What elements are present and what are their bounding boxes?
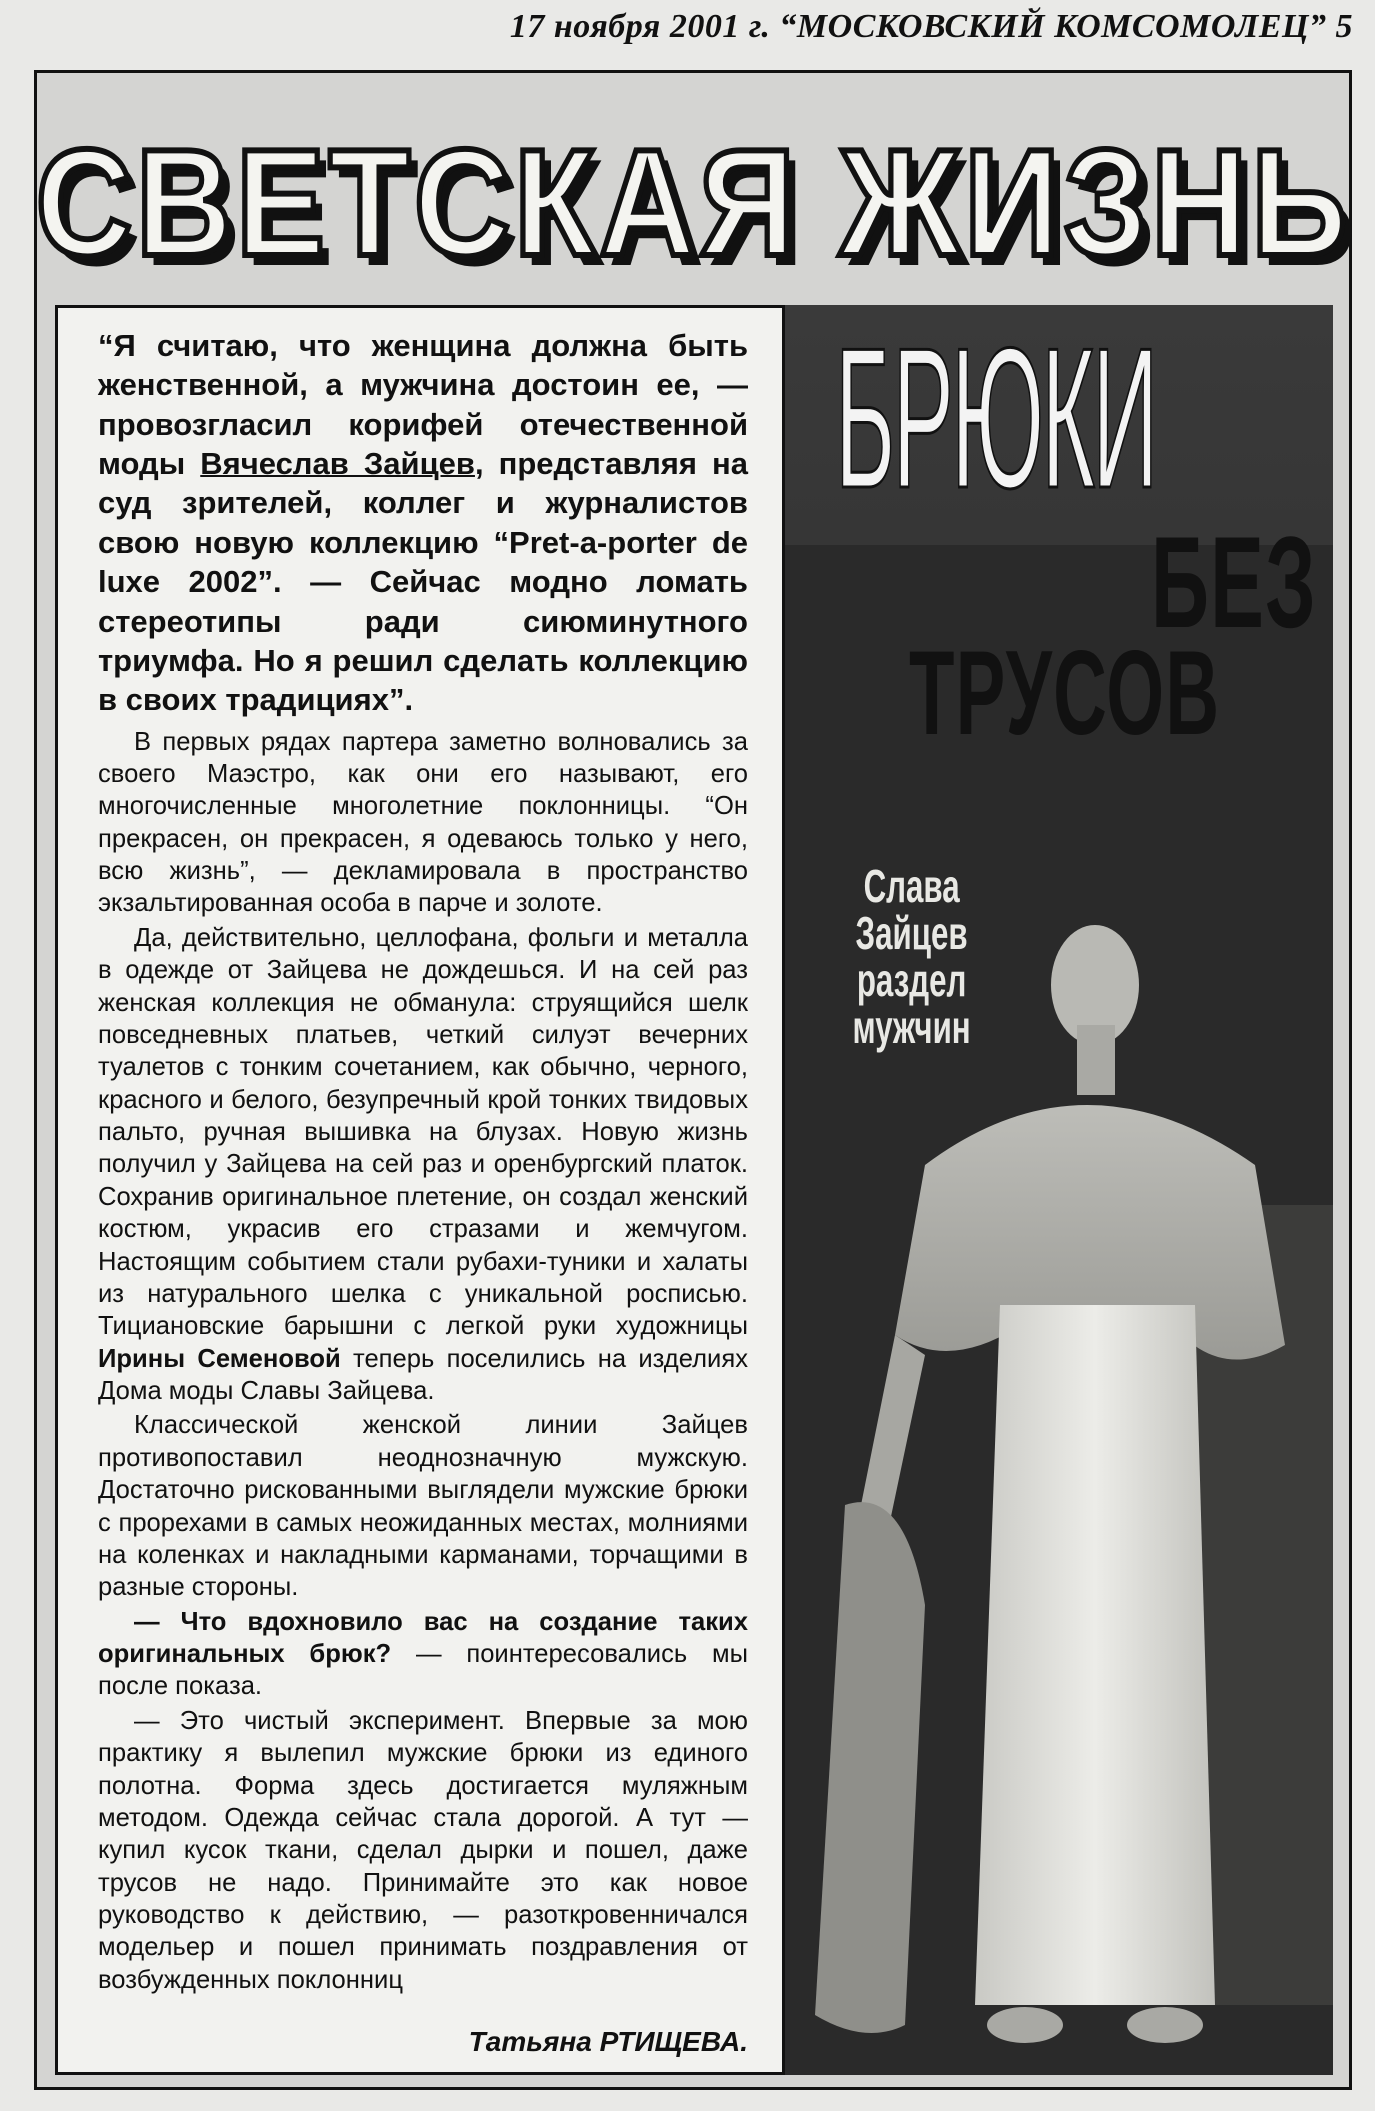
paragraph-4 xyxy=(98,1606,748,1703)
lead-text-1: “Я считаю, что женщина должна быть женственной, а мужчина достоин ее, — провозгласил корифей отечественной моды xyxy=(98,328,748,482)
p4-text: — поинтересовались мы после показа. xyxy=(98,1640,748,1701)
subhead-line: Слава xyxy=(863,860,960,912)
paragraph-5: — Это чистый эксперимент. Впервые за мою практику я вылепил мужские брюки из единого полотна. Форма здесь достигается муляжным методом. Одежда сейчас стала дорогой. А тут — купил кусок ткани, сделал дырки и пошел, даже трусов не надо. Принимайте это как новое руководство к действию, — разоткровенничался модельер и пошел принимать поздравления от возбужденных поклонниц xyxy=(98,1706,748,1994)
headline-line-3: ТРУСОВ xyxy=(909,626,1221,760)
byline: Татьяна РТИЩЕВА. xyxy=(468,2026,748,2058)
interview-question: — Что вдохновило вас на создание таких оригинальных брюк? xyxy=(98,1607,748,1669)
lead-text-2: , представляя на суд зрителей, коллег и журналистов свою новую коллекцию “Pret-a-porter de luxe 2002”. — Сейчас модно ломать стереотипы ради сиюминутного триумфа. Но я решил сделать коллекцию в своих традициях”. xyxy=(98,446,748,718)
subhead-line: мужчин xyxy=(852,1000,971,1053)
article-lead xyxy=(98,326,748,720)
subhead-line: Зайцев xyxy=(855,906,968,959)
rubric-banner xyxy=(35,113,1351,293)
lead-name: Вячеслав Зайцев xyxy=(200,446,475,482)
p2-name: Ирины Семеновой xyxy=(98,1344,341,1373)
masthead: 17 ноября 2001 г. “МОСКОВСКИЙ КОМСОМОЛЕЦ” 5 xyxy=(509,8,1353,45)
article-body xyxy=(55,305,785,2075)
rubric-title: СВЕТСКАЯ ЖИЗНЬ xyxy=(35,117,1351,288)
p2-text-2: теперь поселились на изделиях Дома моды Славы Зайцева. xyxy=(98,1344,749,1406)
subheadline xyxy=(847,860,976,1053)
headline-line-1: БРЮКИ xyxy=(835,307,1156,530)
paragraph-3: Классической женской линии Зайцев противопоставил неоднозначную мужскую. Достаточно рискованными выглядели мужские брюки с прорехами в самых неожиданных местах, молниями на коленках и накладными карманами, торчащими в разные стороны. xyxy=(98,1411,748,1602)
paragraph-2 xyxy=(98,922,748,1408)
newspaper-page xyxy=(34,70,1352,2090)
p2-text-1: Да, действительно, целлофана, фольги и металла в одежде от Зайцева не дождешься. И на сей раз женская коллекция не обманула: струящийся шелк повседневных платьев, четкий силуэт вечерних туалетов с тонким сочетанием, как обычно, черного, красного и белого, безупречный крой тонких твидовых пальто, ручная вышивка на блузах. Новую жизнь получил у Зайцева на сей раз и оренбургский платок. Сохранив оригинальное плетение, он создал женский костюм, украсив его стразами и жемчугом. Настоящим событием стали рубахи-туники и халаты из натурального шелка с уникальной росписью. Тициановские барышни с легкой руки художницы xyxy=(98,923,748,1341)
headline-line-2: БЕЗ xyxy=(1151,509,1317,655)
paragraph-1: В первых рядах партера заметно волновались за своего Маэстро, как они его называют, его многочисленные многолетние поклонницы. “Он прекрасен, он прекрасен, я одеваюсь только у него, всю жизнь”, — декламировала в пространство экзальтированная особа в парче и золоте. xyxy=(98,727,748,918)
subhead-line: раздел xyxy=(856,953,967,1006)
